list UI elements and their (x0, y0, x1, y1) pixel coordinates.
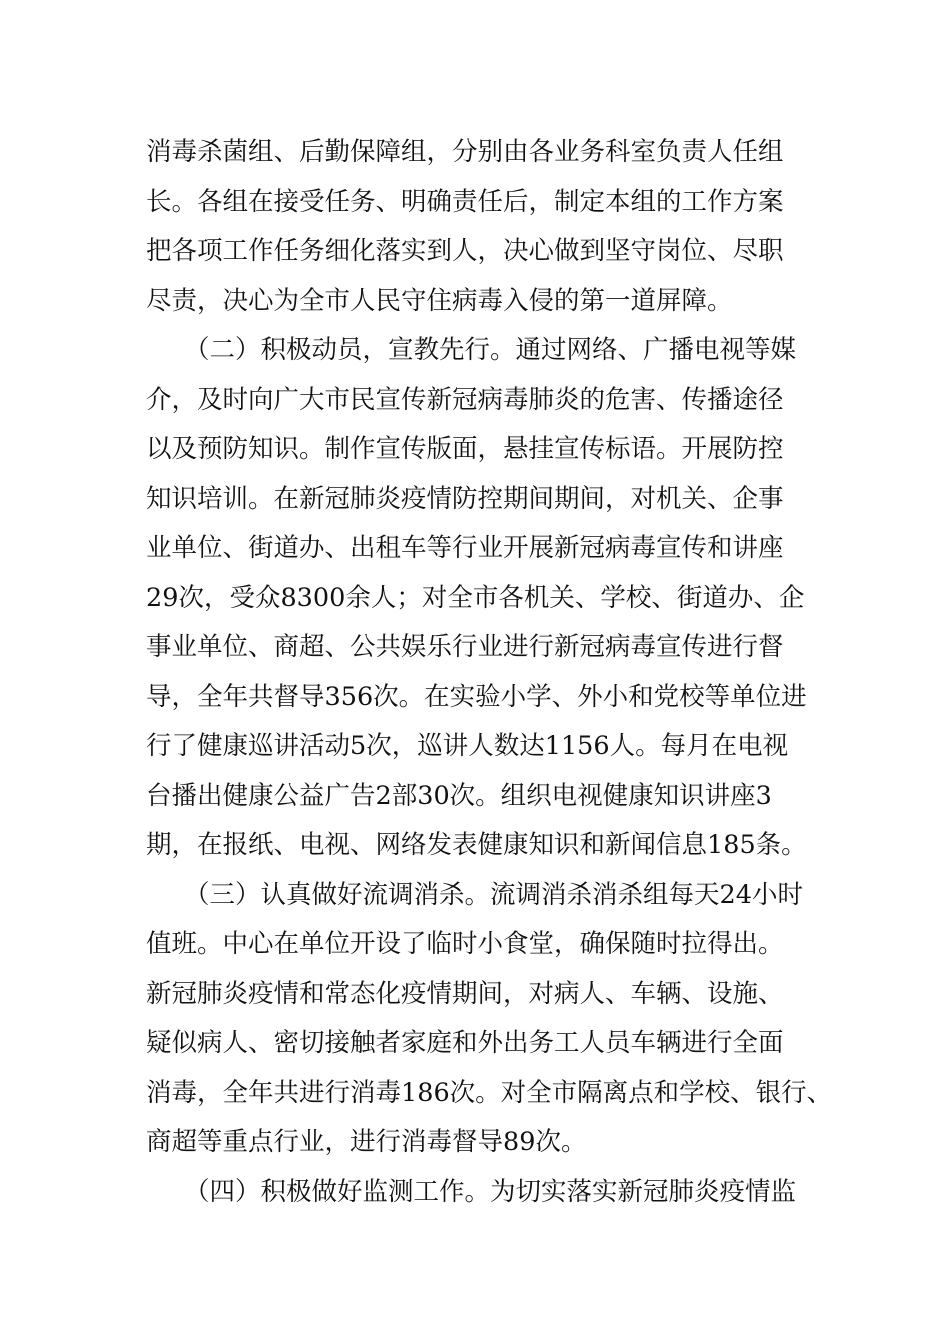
text-line: 29次，受众8300余人；对全市各机关、学校、街道办、企 (146, 582, 805, 613)
text-line: 介，及时向广大市民宣传新冠病毒肺炎的危害、传播途径 (146, 384, 784, 415)
section-heading-line: （三）认真做好流调消杀。流调消杀消杀组每天24小时 (184, 879, 803, 910)
section-heading-line: （四）积极做好监测工作。为切实落实新冠肺炎疫情监 (184, 1176, 797, 1207)
text-line: 尽责，决心为全市人民守住病毒入侵的第一道屏障。 (146, 285, 733, 316)
text-line: 台播出健康公益广告2部30次。组织电视健康知识讲座3 (146, 780, 772, 811)
document-body (146, 128, 833, 1217)
text-line: 事业单位、商超、公共娱乐行业进行新冠病毒宣传进行督 (146, 632, 784, 662)
text-line: 长。各组在接受任务、明确责任后，制定本组的工作方案 (146, 186, 784, 217)
text-line: 把各项工作任务细化落实到人，决心做到坚守岗位、尽职 (146, 236, 784, 266)
text-line: 消毒杀菌组、后勤保障组，分别由各业务科室负责人任组 (146, 137, 784, 167)
text-line: 新冠肺炎疫情和常态化疫情期间，对病人、车辆、设施、 (146, 978, 784, 1009)
text-line: 导，全年共督导356次。在实验小学、外小和党校等单位进 (146, 681, 807, 712)
text-line: 以及预防知识。制作宣传版面，悬挂宣传标语。开展防控 (146, 434, 784, 464)
text-line: 期，在报纸、电视、网络发表健康知识和新闻信息185条。 (146, 830, 807, 860)
section-heading-line: （二）积极动员，宣教先行。通过网络、广播电视等媒 (184, 335, 797, 365)
text-line: 商超等重点行业，进行消毒督导89次。 (146, 1127, 587, 1157)
text-line: 疑似病人、密切接触者家庭和外出务工人员车辆进行全面 (146, 1028, 784, 1058)
text-line: 消毒，全年共进行消毒186次。对全市隔离点和学校、银行、 (146, 1077, 833, 1108)
text-line: 知识培训。在新冠肺炎疫情防控期间期间，对机关、企事 (146, 483, 784, 514)
text-line: 行了健康巡讲活动5次，巡讲人数达1156人。每月在电视 (146, 731, 789, 761)
text-line: 业单位、街道办、出租车等行业开展新冠病毒宣传和讲座 (146, 533, 784, 563)
text-line: 值班。中心在单位开设了临时小食堂，确保随时拉得出。 (146, 929, 784, 959)
